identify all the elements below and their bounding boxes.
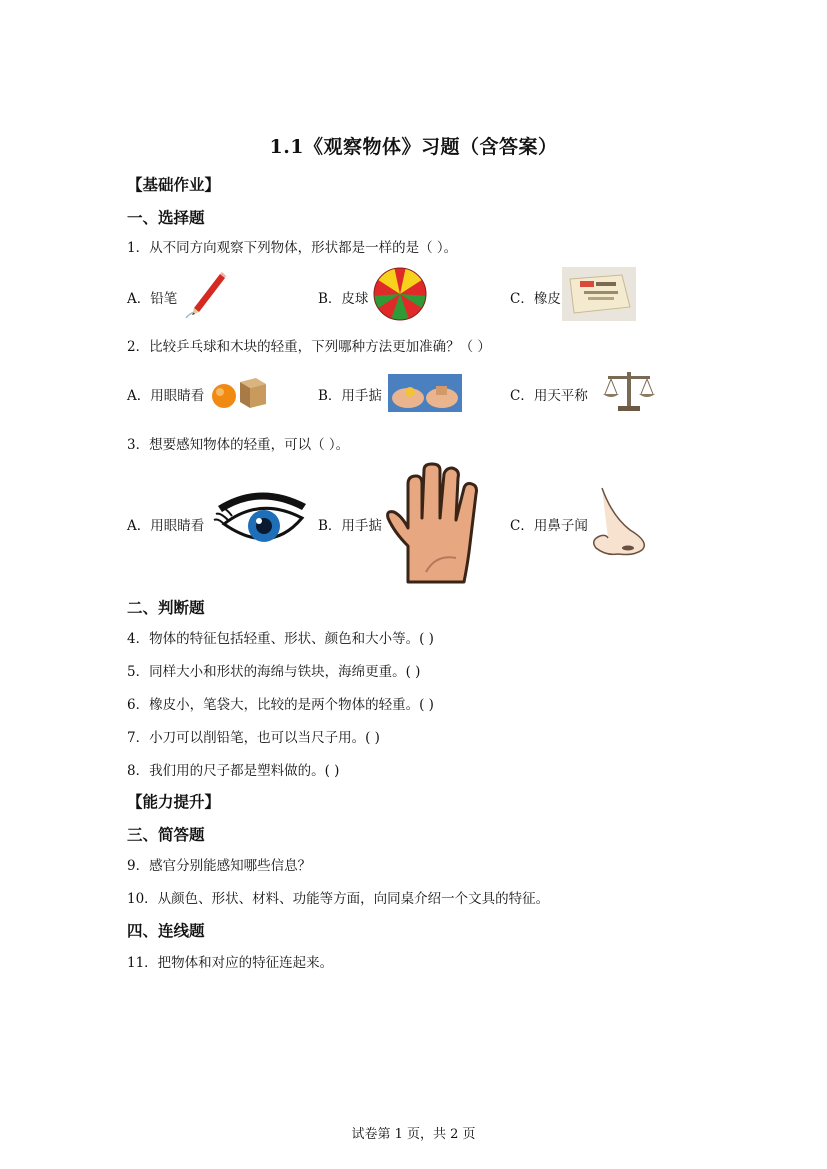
section-basic: 【基础作业】 xyxy=(127,175,221,194)
eye-icon xyxy=(210,484,310,560)
short-item-9: 9．感官分别能感知哪些信息？ xyxy=(127,858,312,874)
question-1: 1．从不同方向观察下列物体，形状都是一样的是（ ）。 xyxy=(127,240,458,256)
ball-icon xyxy=(372,266,428,322)
q1-option-c: C．橡皮 xyxy=(510,291,561,307)
eraser-icon xyxy=(562,267,636,321)
hands-icon xyxy=(388,374,462,412)
short-item-10: 10．从颜色、形状、材料、功能等方面，向同桌介绍一个文具的特征。 xyxy=(127,891,550,907)
pencil-icon xyxy=(180,268,228,324)
section-choice: 一、选择题 xyxy=(127,208,205,227)
page-title: 1.1《观察物体》习题（含答案） xyxy=(269,136,558,158)
q3-option-a: A．用眼睛看 xyxy=(127,518,205,534)
ball-and-block-icon xyxy=(210,374,268,410)
judge-item-8: 8．我们用的尺子都是塑料做的。( ) xyxy=(127,763,340,779)
section-advanced: 【能力提升】 xyxy=(127,792,221,811)
q2-option-c: C．用天平称 xyxy=(510,388,588,404)
question-2: 2．比较乒乓球和木块的轻重，下列哪种方法更加准确？（ ） xyxy=(127,339,491,355)
question-3: 3．想要感知物体的轻重，可以（ ）。 xyxy=(127,437,350,453)
balance-scale-icon xyxy=(602,368,656,414)
q1-option-a: A．铅笔 xyxy=(127,291,178,307)
q3-option-c: C．用鼻子闻 xyxy=(510,518,588,534)
judge-item-5: 5．同样大小和形状的海绵与铁块，海绵更重。( ) xyxy=(127,664,421,680)
judge-item-6: 6．橡皮小，笔袋大，比较的是两个物体的轻重。( ) xyxy=(127,697,434,713)
nose-icon xyxy=(588,486,654,558)
section-short: 三、简答题 xyxy=(127,825,205,844)
page-footer: 试卷第 1 页，共 2 页 xyxy=(351,1127,476,1142)
match-item-11: 11．把物体和对应的特征连起来。 xyxy=(127,955,334,971)
judge-item-4: 4．物体的特征包括轻重、形状、颜色和大小等。( ) xyxy=(127,631,434,647)
q2-option-a: A．用眼睛看 xyxy=(127,388,205,404)
judge-item-7: 7．小刀可以削铅笔，也可以当尺子用。( ) xyxy=(127,730,380,746)
q2-option-b: B．用手掂 xyxy=(318,388,382,404)
q3-option-b: B．用手掂 xyxy=(318,518,382,534)
hand-icon xyxy=(386,462,486,584)
section-judge: 二、判断题 xyxy=(127,598,205,617)
section-match: 四、连线题 xyxy=(127,921,205,940)
q1-option-b: B．皮球 xyxy=(318,291,369,307)
